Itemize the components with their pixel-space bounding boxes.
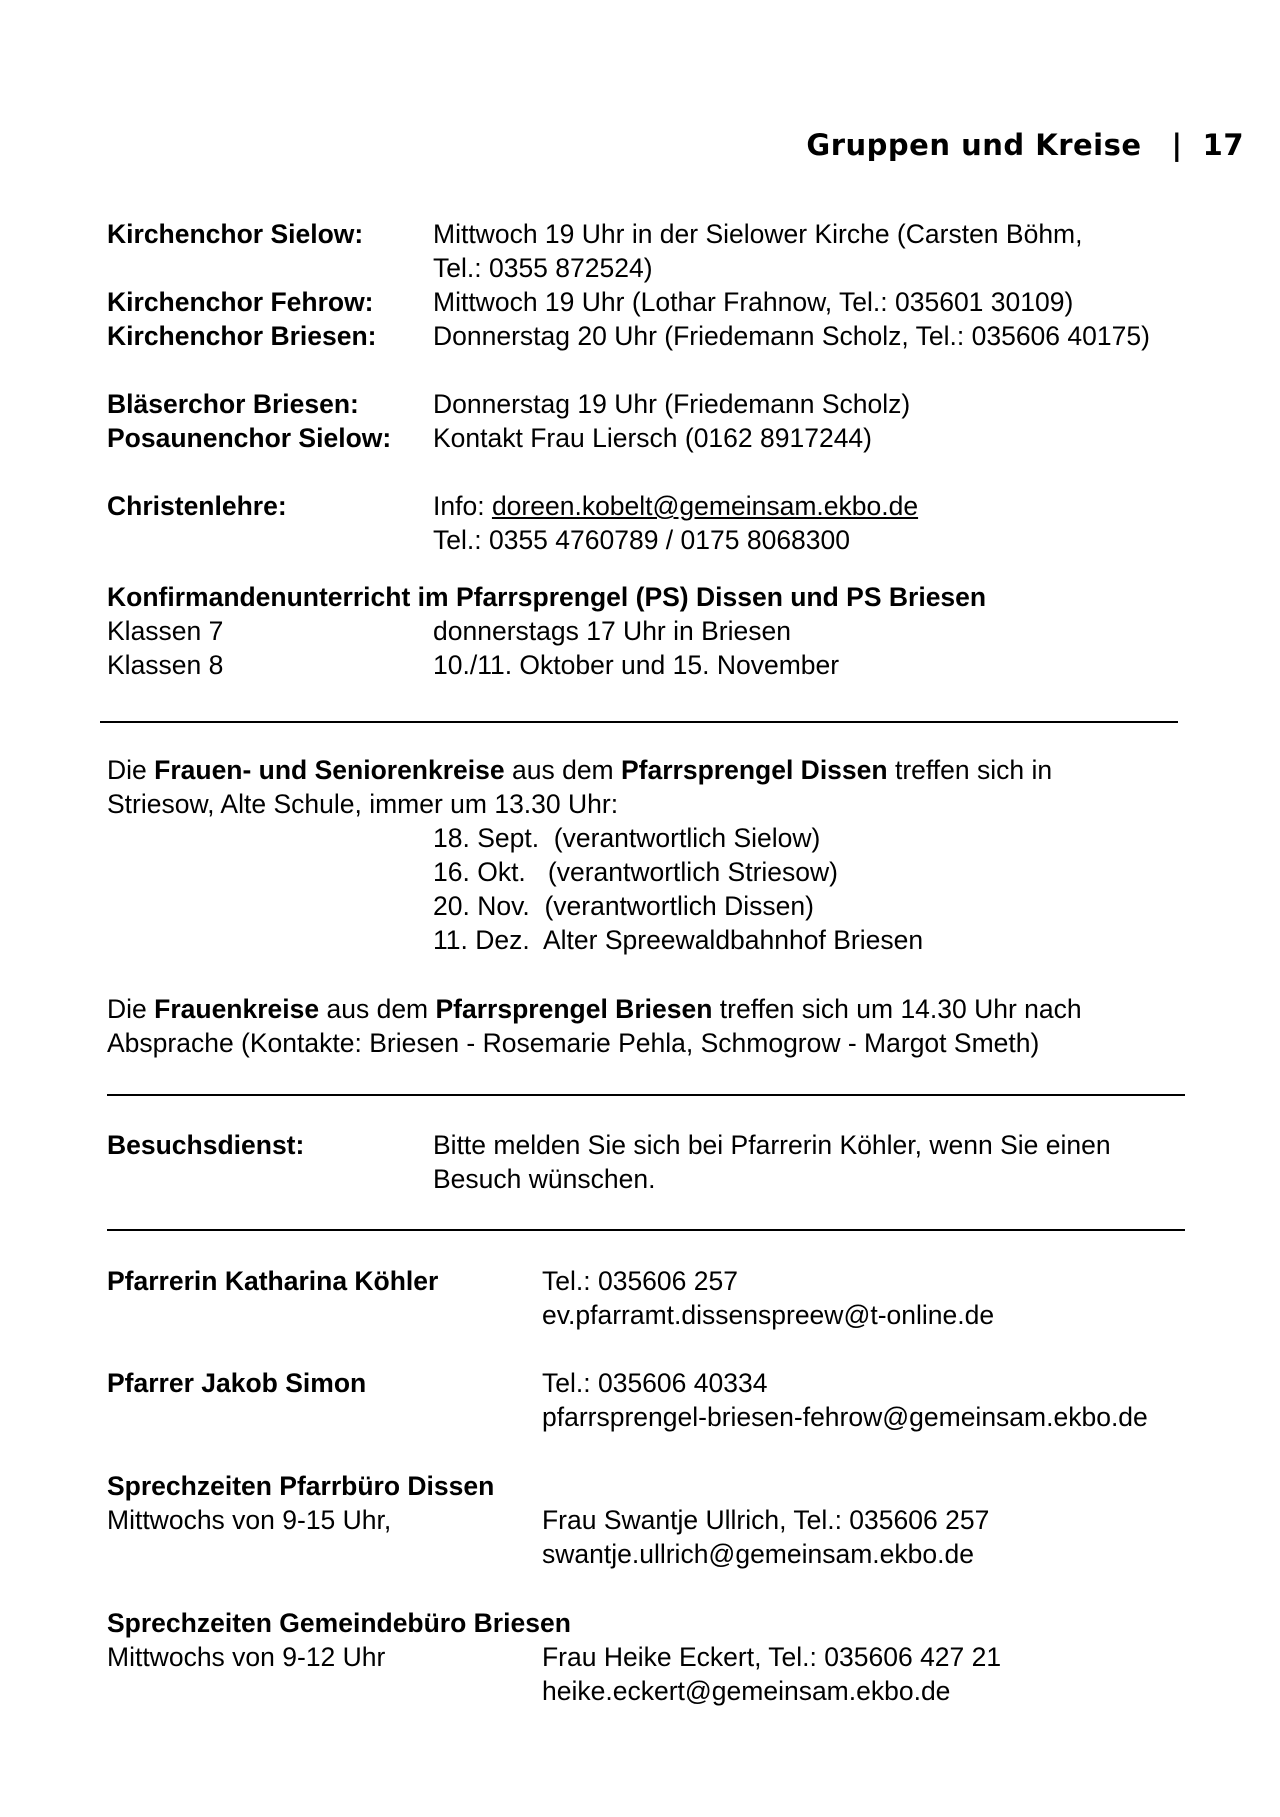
contact-koehler-email[interactable]: ev.pfarramt.dissenspreew@t-online.de [542,1300,995,1330]
posaunenchor-label: Posaunenchor Sielow: [107,423,392,453]
frauenkreise-bold-1: Frauenkreise [154,994,320,1024]
contact-koehler-name: Pfarrerin Katharina Köhler [107,1266,439,1296]
senioren-date-2: 16. Okt. (verantwortlich Striesow) [433,857,838,887]
header-separator: | [1171,128,1183,162]
senioren-date-4: 11. Dez. Alter Spreewaldbahnhof Briesen [433,925,924,955]
choir-fehrow-value: Mittwoch 19 Uhr (Lothar Frahnow, Tel.: 035601 30109) [433,287,1074,317]
contact-simon-email[interactable]: pfarrsprengel-briesen-fehrow@gemeinsam.ekbo.de [542,1402,1148,1432]
besuchsdienst-label: Besuchsdienst: [107,1130,305,1160]
senioren-bold-2: Pfarrsprengel Dissen [621,755,888,785]
office-briesen-heading: Sprechzeiten Gemeindebüro Briesen [107,1608,571,1638]
office-dissen-email[interactable]: swantje.ullrich@gemeinsam.ekbo.de [542,1539,974,1569]
divider-1 [100,721,1178,723]
divider-3 [107,1229,1185,1231]
contact-simon-name: Pfarrer Jakob Simon [107,1368,367,1398]
senioren-date-1: 18. Sept. (verantwortlich Sielow) [433,823,821,853]
choir-briesen-value: Donnerstag 20 Uhr (Friedemann Scholz, Tel.: 035606 40175) [433,321,1150,351]
page-header [806,128,1244,162]
frauenkreise-text-3: treffen sich um 14.30 Uhr nach [712,994,1082,1024]
choir-sielow-line1: Mittwoch 19 Uhr in der Sielower Kirche (Carsten Böhm, [433,219,1083,249]
frauenkreise-line2: Absprache (Kontakte: Briesen - Rosemarie Pehla, Schmogrow - Margot Smeth) [107,1028,1040,1058]
konfirmanden-heading: Konfirmandenunterricht im Pfarrsprengel (PS) Dissen und PS Briesen [107,582,987,612]
frauenkreise-sentence [107,992,1082,1026]
christenlehre-email-link[interactable]: doreen.kobelt@gemeinsam.ekbo.de [491,491,919,521]
office-briesen-person: Frau Heike Eckert, Tel.: 035606 427 21 [542,1642,1002,1672]
office-dissen-person: Frau Swantje Ullrich, Tel.: 035606 257 [542,1505,990,1535]
konfirmanden-label-8: Klassen 8 [107,650,224,680]
contact-simon-phone: Tel.: 035606 40334 [542,1368,768,1398]
christenlehre-label: Christenlehre: [107,491,287,521]
konfirmanden-value-7: donnerstags 17 Uhr in Briesen [433,616,791,646]
contact-koehler-phone: Tel.: 035606 257 [542,1266,738,1296]
senioren-date-3: 20. Nov. (verantwortlich Dissen) [433,891,814,921]
blaeserchor-value: Donnerstag 19 Uhr (Friedemann Scholz) [433,389,911,419]
besuchsdienst-line1: Bitte melden Sie sich bei Pfarrerin Köhler, wenn Sie einen [433,1130,1111,1160]
konfirmanden-label-7: Klassen 7 [107,616,224,646]
office-briesen-hours: Mittwochs von 9-12 Uhr [107,1642,386,1672]
choir-fehrow-label: Kirchenchor Fehrow: [107,287,374,317]
konfirmanden-value-8: 10./11. Oktober und 15. November [433,650,840,680]
senioren-text-1: Die [107,755,155,785]
besuchsdienst-line2: Besuch wünschen. [433,1164,656,1194]
divider-2 [107,1094,1185,1096]
page-number: 17 [1202,128,1244,162]
senioren-bold-1: Frauen- und Seniorenkreise [154,755,505,785]
office-dissen-hours: Mittwochs von 9-15 Uhr, [107,1505,392,1535]
senioren-text-3: treffen sich in [887,755,1053,785]
christenlehre-info [433,489,918,523]
section-title: Gruppen und Kreise [806,128,1142,162]
frauenkreise-bold-2: Pfarrsprengel Briesen [435,994,713,1024]
frauenkreise-text-1: Die [107,994,155,1024]
choir-sielow-label: Kirchenchor Sielow: [107,219,364,249]
senioren-line2: Striesow, Alte Schule, immer um 13.30 Uhr: [107,789,619,819]
christenlehre-info-prefix: Info: [433,491,492,521]
choir-sielow-line2: Tel.: 0355 872524) [433,253,653,283]
posaunenchor-value: Kontakt Frau Liersch (0162 8917244) [433,423,872,453]
senioren-text-2: aus dem [504,755,621,785]
christenlehre-phone: Tel.: 0355 4760789 / 0175 8068300 [433,525,851,555]
choir-briesen-label: Kirchenchor Briesen: [107,321,377,351]
blaeserchor-label: Bläserchor Briesen: [107,389,359,419]
office-dissen-heading: Sprechzeiten Pfarrbüro Dissen [107,1471,495,1501]
senioren-sentence [107,753,1052,787]
frauenkreise-text-2: aus dem [319,994,436,1024]
office-briesen-email[interactable]: heike.eckert@gemeinsam.ekbo.de [542,1676,951,1706]
